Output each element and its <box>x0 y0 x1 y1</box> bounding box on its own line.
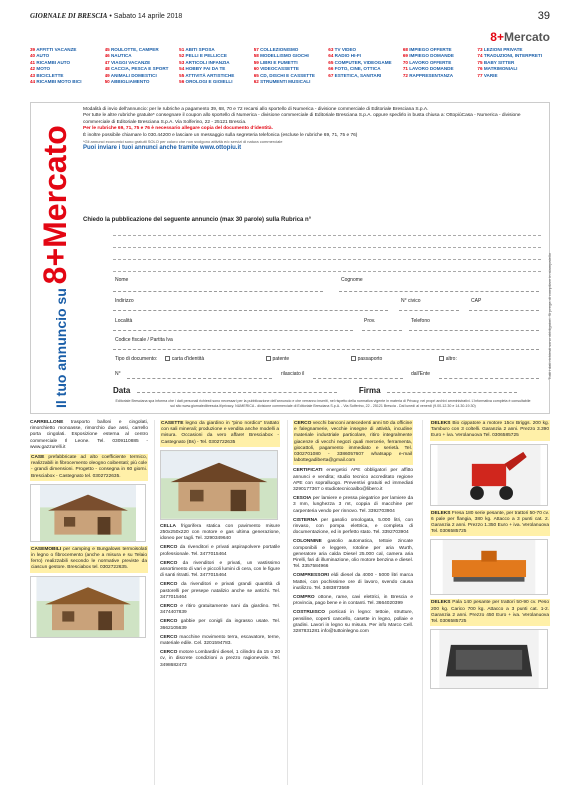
nome-label: Nome <box>115 277 129 283</box>
machine-photo <box>430 539 548 595</box>
ad-entry: COLONNINE gasolio automatica, tettoie zincate componibili e leggere, rotoline per aria Wurth, generatore aria calda Diesel 25.000 cal, camera aria Pirelli, fari di illuminazione, olio motore benzina e diesel. Tel. 3357584966 <box>293 539 414 570</box>
rubrics-index <box>30 47 550 99</box>
ad-text-line[interactable] <box>113 259 541 260</box>
ad-entry: CESOIA per lamiere e pressa piegatrice per lamiere da 3 mm, lunghezza 3 mt, coppia di macchine per carpenteria vendo per rinnovo. Tel. 3392703904 <box>293 496 413 514</box>
ad-entry: CELLA frigorifera statica con pavimento misure 250x250x220 con motore e gas ultima generazione, idoneo per tagli. Tel. 3290349640 <box>160 523 280 542</box>
ente-field[interactable] <box>439 378 539 379</box>
ad-text-line[interactable] <box>113 247 541 248</box>
ads-column-2 <box>160 420 280 672</box>
tipo-documento-row: Tipo di documento: carta d'identità patente passaporto altro: <box>115 356 457 362</box>
ads-column-1 <box>30 420 148 642</box>
cf-field[interactable] <box>113 349 539 350</box>
cap-label: CAP <box>471 298 482 304</box>
rubric-item: 64 RADIO HI-FI <box>328 53 361 59</box>
rubrics-column <box>328 47 401 99</box>
ad-entry: CERCO vecchi banconi antecedenti anni 50 da officine e falegnamerie, vecchie insegne di attività, incudine materiale industriale particolare, ritiro integralmente giacenze di vecchi negozi quali mercerie, ferramenta, giocattoli, pagamento immediato e serietà. Tel. 0302701080 - 3386057607 whatsapp e-mail labottegadiberta@gmail.com <box>293 420 413 465</box>
ad-entry: CASE prefabbricate ad alto coefficiente termico, realizzabili in fibrocemento oleogno coibentati; più cole - grandi dimensioni. Progetto - consegna in 60 giorni. Bresciabox - Castegnato tel. 0302722635. <box>30 454 148 481</box>
passaporto-checkbox[interactable] <box>351 356 356 361</box>
patente-checkbox[interactable] <box>266 356 271 361</box>
ad-entry: CERTIFICATI energetici APE obbligatori per affitto annunci e vendita; studio tecnico accreditato regione APE con sopralluogo. Preventivi gratuiti ed immediati 3290177367 o studiotecnicoalbo@libero.it <box>293 468 413 493</box>
rubric-item: 59 LIBRI E FUMETTI <box>253 59 298 65</box>
rubric-item: 42 MOTO <box>30 66 51 72</box>
rubrics-column <box>403 47 476 99</box>
rubric-item: 39 AFFITTI VACANZE <box>30 47 77 52</box>
ad-entry: CERCO e ritiro gratuitamente nani da giardino. Tel. 3474407839 <box>160 604 281 616</box>
rubric-item: 55 ATTIVITÀ ARTISTICHE <box>179 72 235 78</box>
ad-entry: COSTRUISCO porticati in legno: tettoie, strutture, pensiline, coperti cancello, casette in legno, pollaie e gradini. Lavori in legno su misura. Per info Marco Cell. 3287831281 info@tuttoinlegno.com <box>293 610 413 635</box>
rubric-item: 72 RAPPRESENTANZA <box>402 72 454 78</box>
rubric-item: 75 BABY SITTER <box>477 59 515 65</box>
request-label: Chiedo la pubblicazione del seguente annuncio (max 30 parole) sulla Rubrica n° <box>83 217 312 223</box>
data-firma-row: Data Firma <box>113 386 517 395</box>
indirizzo-field[interactable] <box>113 310 388 311</box>
online-link[interactable]: Puoi inviare i tuoi annunci anche tramite www.ottopiu.it <box>83 145 242 152</box>
ad-entry: COMPRO ottone, rame, cavi elettrici, in Brescia e provincia, pago bene e in contanti. Tel. 3664020399 <box>293 595 414 607</box>
rubric-item: 68 IMPIEGO OFFERTE <box>402 47 452 52</box>
rubrics-column <box>30 47 103 99</box>
rubric-item: 45 ROULOTTE, CAMPER <box>104 47 159 52</box>
rubric-item: 41 RICAMBI AUTO <box>30 59 71 65</box>
rilasciato-field[interactable] <box>313 378 403 379</box>
rubric-item: 74 TRADUZIONI, INTERPRETI <box>477 53 542 59</box>
page-number: 39 <box>537 10 550 22</box>
coupon-side-note: Tutti i dati richiesti sono obbligatori. Si prega di compilare in stampatello <box>547 253 552 380</box>
rubric-item: 65 COMPUTER, VIDEOGAME <box>328 59 392 65</box>
rubric-item: 63 TV VIDEO <box>328 47 357 52</box>
mercato-logo: 8+Mercato <box>490 30 550 44</box>
telefono-label: Telefono <box>411 318 430 324</box>
rubric-item: 62 STRUMENTI MUSICALI <box>253 79 311 85</box>
rubric-item: 67 ESTETICA, SANITARI <box>328 72 382 78</box>
house-photo <box>160 450 278 520</box>
rubric-item: 76 MATRIMONIALI <box>477 66 518 72</box>
rubric-item: 70 LAVORO OFFERTE <box>402 59 452 65</box>
rubrics-column <box>179 47 252 99</box>
rubric-item: 51 ABITI SPOSA <box>179 47 215 52</box>
rubric-item: 65 CD, DISCHI E CASSETTE <box>253 72 315 78</box>
rubrics-column <box>254 47 327 99</box>
cognome-field[interactable] <box>339 291 539 292</box>
rubric-item: 46 NAUTICA <box>104 53 132 59</box>
ad-entry: CISTERNA per gasolio omologata, 5.000 litri, con rinvaso, con pompa elettrica, e completa di documentazione, ed in perfetto stato. Tel. 3392703904 <box>293 517 413 536</box>
page-header <box>30 12 550 24</box>
altro-checkbox[interactable] <box>439 356 444 361</box>
prov-label: Prov. <box>364 318 376 324</box>
cognome-label: Cognome <box>341 277 363 283</box>
rilasciato-label: rilasciato il <box>281 371 305 377</box>
privacy-footnote: Editoriale Bresciana spa informa che i dati personali richiesti sono necessari per la pubblicazione dell'annuncio e che verranno inseriti, nel rispetto della normativa vigente in materia di Privacy, nei propri archivi amministrativi. L'informativa completa è consultabile sul sito www.giornaledibrescia.it/privacy. NUMERICA - divisione commerciale di Editoriale Bresciana S.p.A. - Via Solferino, 22 - 25121 Brescia - Dal lunedì al venerdì (9.00-12.30 e 14.30-19.30) <box>115 399 531 408</box>
machine-photo <box>430 444 548 506</box>
ad-entry: CARRELLONE trasporto balloni e cingolati, rimorchietto monoasse, rimorchio due assi, carrello porta cingolati. Esposizione esterna al centro commerciale Il Leone. Tel. 0309110885 - www.gazzurelli.it <box>30 420 148 450</box>
indirizzo-label: Indirizzo <box>115 298 134 304</box>
rubric-item: 57 COLLEZIONISMO <box>253 47 299 52</box>
rubric-item: 60 VIDEOCASSETTE <box>253 66 299 72</box>
ad-text-line[interactable] <box>113 235 541 236</box>
rubric-item: 56 OROLOGI E GIOIELLI <box>179 79 233 85</box>
rubric-item: 77 VARIE <box>477 72 498 78</box>
rubric-item: 58 MODELLISMO GIOCHI <box>253 53 309 59</box>
rubric-item: 69 IMPIEGO DOMANDE <box>402 53 454 59</box>
ad-entry: CERCO da rivenditori e privati aspirapolvere portatile professionale. Tel. 3477015464 <box>160 545 280 557</box>
coupon-vertical-title: Il tuo annuncio su 8+Mercato <box>31 103 79 413</box>
ad-entry: CERCO motore Lombardini diesel, 1 cilindro da 15 o 20 cv, in discrete condizioni a prezzo ragionevole. Tel. 3498682473 <box>160 650 281 668</box>
ad-entry: CERCO da rivenditori e privati, un vastissimo assortimento di vari e piccoli lumini di cera, con le figure di santi ritratti. Tel. 3477015464 <box>160 560 280 579</box>
carta-checkbox[interactable] <box>165 356 170 361</box>
rubrics-column <box>105 47 178 99</box>
ad-coupon-form <box>30 102 550 414</box>
rubric-item: 43 BICICLETTE <box>30 72 64 78</box>
localita-field[interactable] <box>113 330 353 331</box>
prov-field[interactable] <box>362 330 402 331</box>
classified-ads <box>30 420 550 785</box>
cf-label: Codice fiscale / Partita Iva <box>115 337 173 343</box>
ad-text-line[interactable] <box>113 271 541 272</box>
ads-column-3 <box>293 420 413 638</box>
newspaper-name: GIORNALE DI BRESCIA <box>30 12 108 20</box>
ad-entry: CERCO macchine movimento terra, escavatore, terne, materiale edile. Cel. 3201594783. <box>160 634 280 647</box>
rubric-item: 71 LAVORO DOMANDE <box>402 66 454 72</box>
cap-field[interactable] <box>469 310 539 311</box>
rubrics-column <box>477 47 550 99</box>
civico-field[interactable] <box>399 310 459 311</box>
page-date: • Sabato 14 aprile 2018 <box>109 13 183 20</box>
rubric-item: 40 AUTO <box>30 53 50 59</box>
coupon-instructions: Modalità di invio dell'annuncio: per le rubriche a pagamento 39, 68, 70 e 72 recarsi allo sportello di Numerica - divisione commerciale di Editoriale Bresciana S.p.A. Per tutte le altre rubriche gratuite* consegnare il coupon allo sportello di Numerica - divisione commerciale di Editoriale Bresciana S.p.A. oppure spedirlo in busta chiusa a: OttopiùCasa - Numerica - divisione commerciale di Editoriale Bresciana S.p.A. Via Solferino, 22 - 25121 Brescia. Per le rubriche 69, 71, 75 e 76 è necessario allegare copia del documento d'identità. È inoltre possibile chiamare lo 030.44200 e lasciare un messaggio sulla segreteria telefonica (escluse le rubriche 69, 71, 75 e 76) *Gli annunci economici sono gratuiti SOLO per coloro che non svolgono attività e/o servizi di natura commerciale Puoi inviare i tuoi annunci anche tramite www.ottopiu.it <box>83 107 538 152</box>
rubric-item: 48 CACCIA, PESCA E SPORT <box>104 66 169 72</box>
localita-label: Località <box>115 318 133 324</box>
ad-entry: CERCO da rivenditori e privati grandi quantità di pastorelli per presepe natalizio anche se antichi. Tel. 3477015464 <box>160 582 280 600</box>
ad-entry: COMPRESSORI eldi diesel da 4000 - 5000 litri marca Mattei, con pochissime ore di lavoro, svendo causa inutilizzo. Tel. 3483873569 <box>293 573 413 591</box>
ads-column-4 <box>430 420 550 693</box>
ad-entry: DELEKS Pala 140 pesante per trattori 50-90 cv. Peso 200 kg. Carico 700 kg. Attacco a 3 punti cat. 1-2. Garanzia 2 anni. Prezzo 450 Euro + iva. Verolanuova Tel. 0306585725 <box>430 599 550 626</box>
ente-label: dall'Ente <box>411 371 431 377</box>
ad-entry: CASETTE legno da giardino in "pino nordico" trattato con sali minerali; produzione e vendita anche modelli a misura. Occasioni da vero affare! Bresciabox - Castegnato (Bs) - Tel. 0302722635 <box>160 420 280 447</box>
rubric-item: 44 RICAMBI MOTO BICI <box>30 79 82 85</box>
ad-entry: CERCO gabbie per conigli da ingrasso usate. Tel. 3662105639 <box>160 619 280 631</box>
machine-photo <box>430 629 548 689</box>
house-photo <box>30 484 146 542</box>
rubric-item: 47 VIAGGI VACANZE <box>104 59 151 65</box>
rubric-item: 50 ABBIGLIAMENTO <box>104 79 150 85</box>
rubric-item: 52 PELLI E PELLICCE <box>179 53 227 59</box>
rubric-item: 54 HOBBY FAI DA TE <box>179 66 226 72</box>
civico-label: N° civico <box>401 298 421 304</box>
ad-entry: CASEMOBILI per camping e Bungalows termoisolati in legno o fibrocemento (anche a misura e su Telaio ferro) realizzabili secondo le normative previste da ciascun gestore. Bresciabox tel. 0302722635. <box>30 546 148 573</box>
ad-entry: DELEKS Fresa 180 serie pesante, per trattori 50-70 cv. 6 pale per flangia, 380 kg. Attacco a 3 punti cat. 2. Garanzia 2 anni. Prezzo 1.350 Euro + iva. Verolanuova Tel. 0306585725 <box>430 510 550 537</box>
rubric-item: 66 FOTO, CINE, OTTICA <box>328 66 381 72</box>
rubric-item: 73 LEZIONI PRIVATE <box>477 47 523 52</box>
nome-field[interactable] <box>113 291 323 292</box>
n-field[interactable] <box>127 378 272 379</box>
rubric-item: 53 ARTICOLI INFANZIA <box>179 59 230 65</box>
rubric-item: 49 ANIMALI DOMESTICI <box>104 72 157 78</box>
n-label: N° <box>115 371 121 377</box>
house-photo <box>30 576 146 638</box>
telefono-field[interactable] <box>409 330 539 331</box>
ad-entry: DELEKS Bio cippatore a motore 15cv Briggs. 200 kg. Tamburo con 3 coltelli. Garanzia 2 anni. Prezzo 3.390 Euro + iva. Verolanuova Tel. 0306585725 <box>430 420 550 441</box>
